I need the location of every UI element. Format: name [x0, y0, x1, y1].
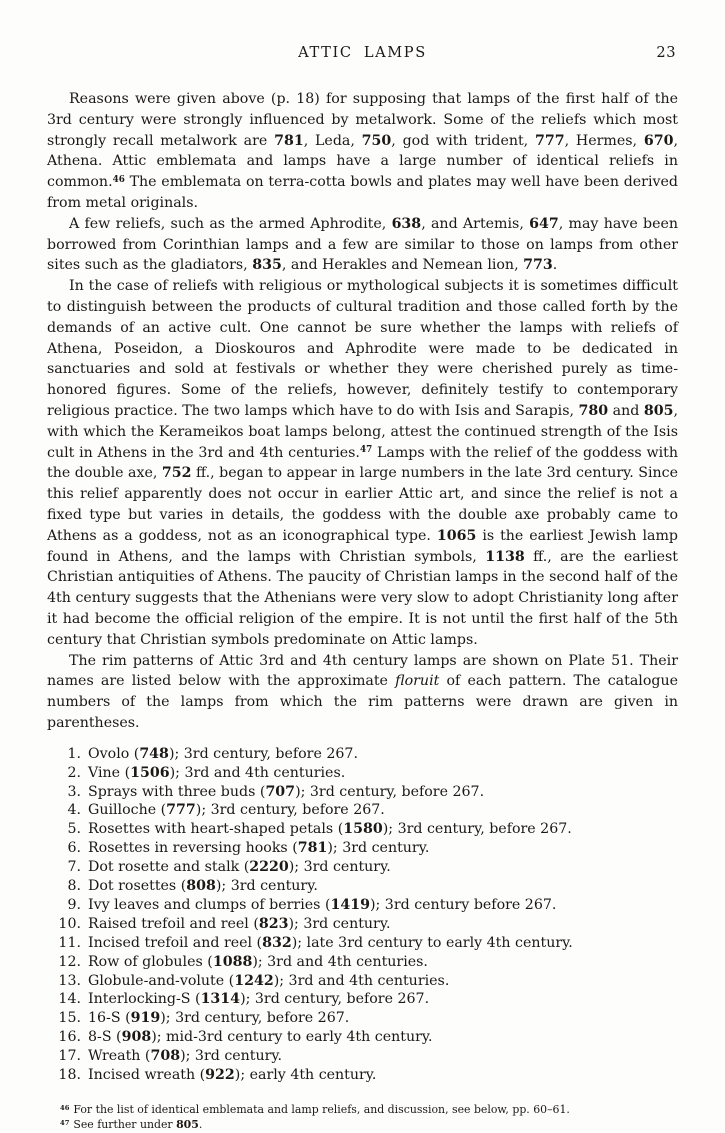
list-item — [56, 801, 678, 820]
list-item — [56, 783, 678, 802]
list-item-text: Row of globules (1088); 3rd and 4th centuries. — [88, 953, 428, 970]
list-item-number: 11. — [58, 934, 81, 951]
running-head-title: ATTIC LAMPS — [298, 44, 427, 61]
list-item-number: 8. — [67, 878, 81, 895]
list-item — [56, 877, 678, 896]
list-item — [56, 1028, 678, 1047]
list-item-number: 10. — [58, 915, 81, 932]
paragraph: Reasons were given above (p. 18) for supposing that lamps of the first half of the 3rd century were strongly influenced by metalwork. Some of the reliefs which most strongly recall metalwork are 781, Leda, 750, god with trident, 777, Hermes, 670, Athena. Attic emblemata and lamps have a large number of identical reliefs in common.$^{46}$ The emblemata on terra-cotta bowls and plates may well have been derived from metal originals. — [47, 91, 678, 211]
list-item-number: 12. — [58, 953, 81, 970]
list-item — [56, 745, 678, 764]
list-item-number: 9. — [67, 896, 81, 913]
footnote-text: See further under 805. — [73, 1118, 203, 1132]
list-item-number: 4. — [67, 802, 81, 819]
list-item — [56, 1066, 678, 1085]
paragraph: The rim patterns of Attic 3rd and 4th century lamps are shown on Plate 51. Their names are listed below with the approximate floruit of each pattern. The catalogue numbers of the lamps from which the rim patterns were drawn are given in parentheses. — [47, 652, 678, 731]
list-item-number: 2. — [67, 764, 81, 781]
list-item — [56, 1009, 678, 1028]
page-header — [47, 44, 678, 62]
list-item — [56, 858, 678, 877]
list-item — [56, 820, 678, 839]
list-item-number: 6. — [67, 840, 81, 857]
paragraph: In the case of reliefs with religious or mythological subjects it is sometimes difficult to distinguish between the products of cultural tradition and those called forth by the demands of an active cult. One cannot be sure whether the lamps with reliefs of Athena, Poseidon, a Dioskouros and Aphrodite were made to be dedicated in sanctuaries and sold at festivals or whether they were cherished purely as time-honored figures. Some of the reliefs, however, definitely testify to contemporary religious practice. The two lamps which have to do with Isis and Sarapis, 780 and 805, with which the Kerameikos boat lamps belong, attest the continued strength of the Isis cult in Athens in the 3rd and 4th centuries.$^{47}$ Lamps with the relief of the goddess with the double axe, 752 ff., began to appear in large numbers in the late 3rd century. Since this relief apparently does not occur in earlier Attic art, and since the relief is not a fixed type but varies in details, the goddess with the double axe probably came to Athens as a goddess, not as an iconographical type. 1065 is the earliest Jewish lamp found in Athens, and the lamps with Christian symbols, 1138 ff., are the earliest Christian antiquities of Athens. The paucity of Christian lamps in the second half of the 4th century suggests that the Athenians were very slow to adopt Christianity long after it had become the official religion of the empire. It is not until the first half of the 5th century that Christian symbols predominate on Attic lamps. — [47, 278, 679, 648]
list-item-text: Vine (1506); 3rd and 4th centuries. — [88, 764, 346, 781]
list-item-text: Dot rosette and stalk (2220); 3rd century. — [88, 859, 391, 876]
footnote — [47, 1117, 678, 1132]
list-item-text: Wreath (708); 3rd century. — [88, 1048, 283, 1065]
footnote — [47, 1102, 678, 1117]
list-item — [56, 915, 678, 934]
list-item-number: 1. — [67, 745, 81, 762]
list-item — [56, 953, 678, 972]
text-block — [47, 89, 678, 1133]
paragraph: A few reliefs, such as the armed Aphrodite, 638, and Artemis, 647, may have been borrowed from Corinthian lamps and a few are similar to those on lamps from other sites such as the gladiators, 835, and Herakles and Nemean lion, 773. — [47, 215, 679, 274]
list-item-number: 7. — [67, 859, 81, 876]
list-item — [56, 972, 678, 991]
list-item-text: Ovolo (748); 3rd century, before 267. — [88, 745, 358, 762]
list-item — [56, 990, 678, 1009]
list-item-number: 14. — [58, 991, 81, 1008]
list-item — [56, 1047, 678, 1066]
list-item-text: 16-S (919); 3rd century, before 267. — [88, 1010, 350, 1027]
list-item-text: Guilloche (777); 3rd century, before 267. — [88, 802, 385, 819]
list-item-number: 18. — [58, 1067, 81, 1084]
list-item-text: Incised trefoil and reel (832); late 3rd century to early 4th century. — [88, 934, 573, 951]
list-item-text: Dot rosettes (808); 3rd century. — [88, 878, 318, 895]
list-item — [56, 839, 678, 858]
footnote-text: For the list of identical emblemata and lamp reliefs, and discussion, see below, pp. 60–61. — [73, 1103, 570, 1117]
list-item-text: Rosettes with heart-shaped petals (1580); 3rd century, before 267. — [88, 821, 572, 838]
list-item — [56, 764, 678, 783]
footnote-marker: 47 — [60, 1118, 70, 1127]
list-item-text: Incised wreath (922); early 4th century. — [88, 1067, 377, 1084]
list-item-text: Interlocking-S (1314); 3rd century, before 267. — [88, 991, 430, 1008]
list-item-number: 16. — [58, 1029, 81, 1046]
list-item — [56, 896, 678, 915]
footnotes — [47, 1102, 678, 1133]
list-item-number: 3. — [67, 783, 81, 800]
list-item-text: Globule-and-volute (1242); 3rd and 4th centuries. — [88, 972, 450, 989]
list-item-number: 13. — [58, 972, 81, 989]
list-item — [56, 934, 678, 953]
list-item-number: 5. — [67, 821, 81, 838]
list-item-text: Rosettes in reversing hooks (781); 3rd century. — [88, 840, 430, 857]
rim-pattern-list — [56, 745, 678, 1085]
page-number: 23 — [656, 44, 676, 61]
list-item-number: 17. — [58, 1048, 81, 1065]
list-item-text: 8-S (908); mid-3rd century to early 4th century. — [88, 1029, 433, 1046]
list-item-text: Ivy leaves and clumps of berries (1419); 3rd century before 267. — [88, 896, 557, 913]
list-item-text: Sprays with three buds (707); 3rd century, before 267. — [88, 783, 485, 800]
list-item-text: Raised trefoil and reel (823); 3rd century. — [88, 915, 391, 932]
footnote-marker: 46 — [60, 1103, 70, 1112]
list-item-number: 15. — [58, 1010, 81, 1027]
